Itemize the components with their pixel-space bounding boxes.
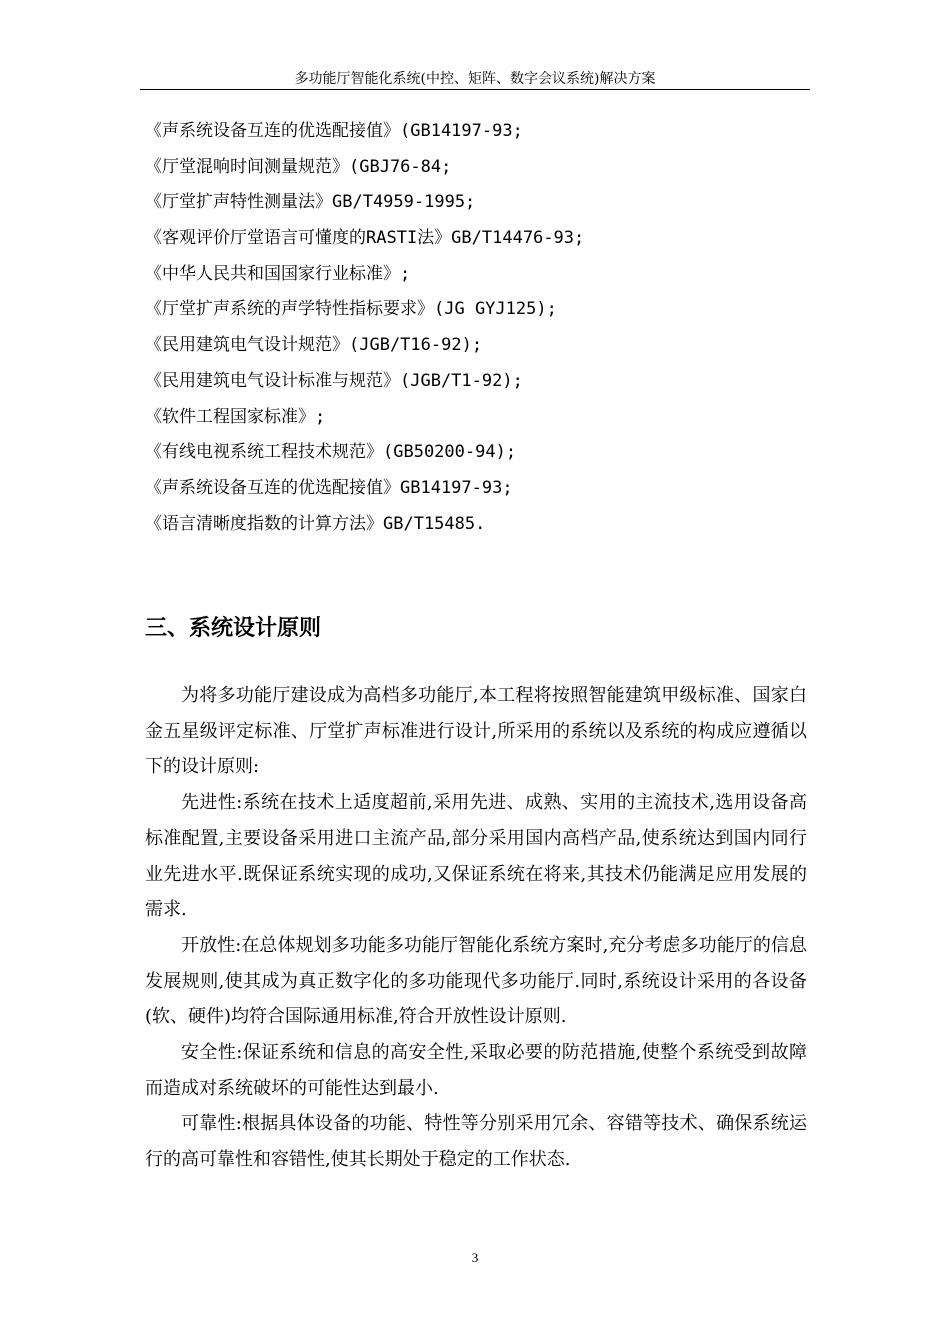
header-divider (140, 89, 810, 90)
reference-item: 《厅堂扩声系统的声学特性指标要求》(JG GYJ125); (145, 299, 557, 320)
page-header: 多功能厅智能化系统(中控、矩阵、数字会议系统)解决方案 (294, 71, 656, 87)
reference-list (145, 118, 805, 546)
reference-item: 《声系统设备互连的优选配接值》GB14197-93; (145, 477, 513, 498)
reference-item: 《厅堂扩声特性测量法》GB/T4959-1995; (145, 192, 476, 213)
intro-paragraph: 为将多功能厅建设成为高档多功能厅,本工程将按照智能建筑甲级标准、国家白金五星级评定标准、厅堂扩声标准进行设计,所采用的系统以及系统的构成应遵循以下的设计原则: (145, 685, 807, 778)
reference-item: 《有线电视系统工程技术规范》(GB50200-94); (145, 442, 517, 463)
principle-openness-paragraph: 开放性:在总体规划多功能多功能厅智能化系统方案时,充分考虑多功能厅的信息发展规则,使其成为真正数字化的多功能现代多功能厅.同时,系统设计采用的各设备(软、硬件)均符合国际通用标准,符合开放性设计原则. (145, 934, 807, 1028)
reference-item: 《厅堂混响时间测量规范》(GBJ76-84; (145, 156, 452, 177)
reference-item: 《民用建筑电气设计规范》(JGB/T16-92); (145, 335, 483, 356)
page-number: 3 (471, 1250, 479, 1265)
reference-item: 《民用建筑电气设计标准与规范》(JGB/T1-92); (145, 370, 523, 391)
reference-item: 《中华人民共和国国家行业标准》; (145, 263, 411, 284)
reference-item: 《声系统设备互连的优选配接值》(GB14197-93; (145, 121, 523, 141)
principle-security-paragraph: 安全性:保证系统和信息的高安全性,采取必要的防范措施,使整个系统受到故障而造成对系统破坏的可能性达到最小. (145, 1042, 807, 1099)
reference-item: 《软件工程国家标准》; (145, 406, 326, 427)
principle-reliability-paragraph: 可靠性:根据具体设备的功能、特性等分别采用冗余、容错等技术、确保系统运行的高可靠性和容错性,使其长期处于稳定的工作状态. (145, 1113, 807, 1171)
reference-item: 《语言清晰度指数的计算方法》GB/T15485. (145, 513, 486, 534)
section-title: 三、系统设计原则 (145, 616, 322, 641)
principle-advanced-paragraph: 先进性:系统在技术上适度超前,采用先进、成熟、实用的主流技术,选用设备高标准配置,主要设备采用进口主流产品,部分采用国内高档产品,使系统达到国内同行业先进水平.既保证系统实现的成功,又保证系统在将来,其技术仍能满足应用发展的需求. (145, 792, 807, 921)
section-body (145, 678, 807, 1178)
reference-item: 《客观评价厅堂语言可懂度的RASTI法》GB/T14476-93; (145, 228, 585, 249)
